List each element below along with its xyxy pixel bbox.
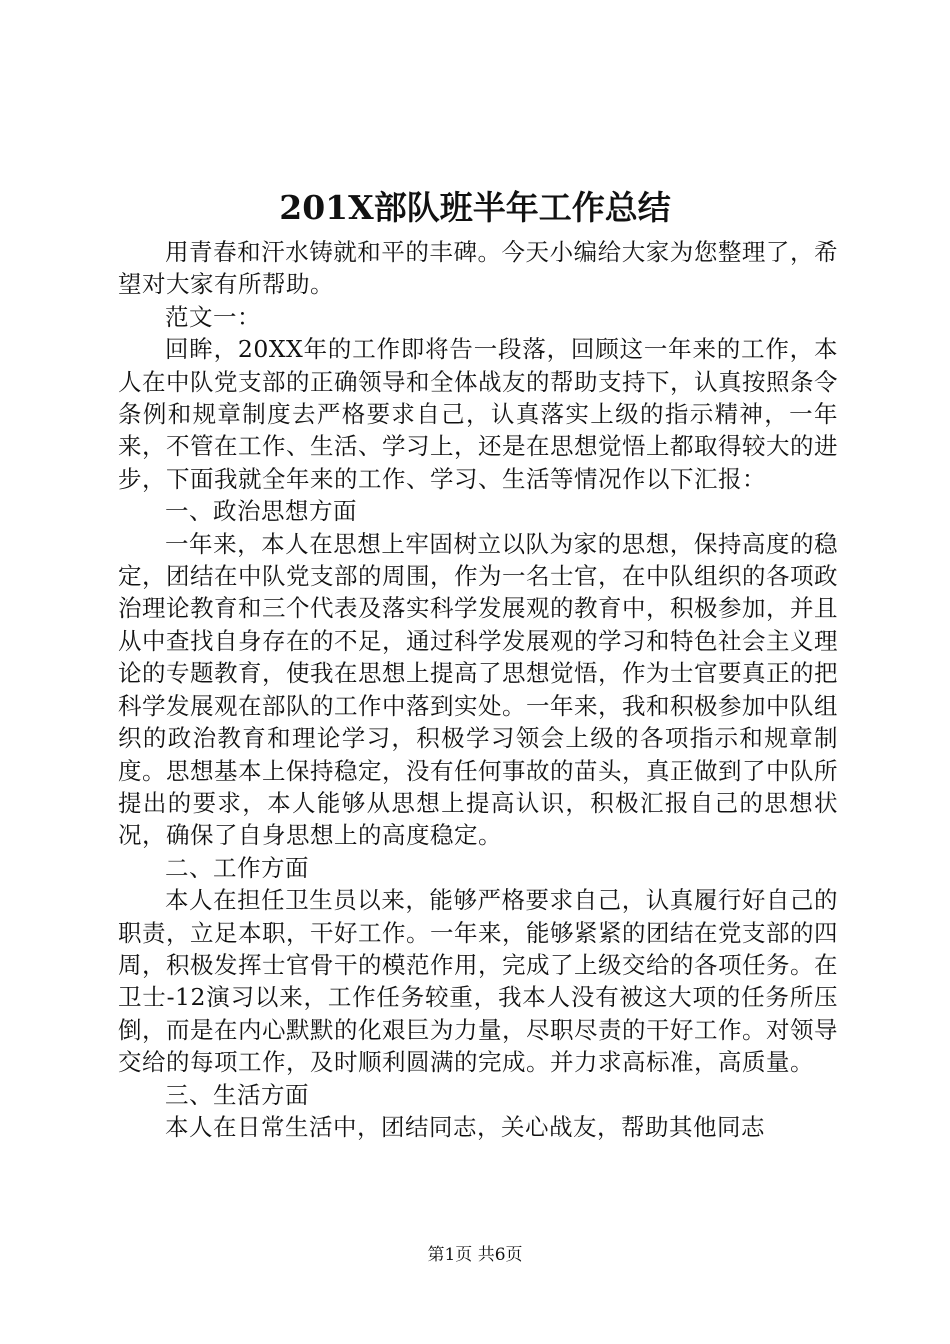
document-body bbox=[118, 236, 838, 1143]
paragraph-politics: 一年来，本人在思想上牢固树立以队为家的思想，保持高度的稳定，团结在中队党支部的周围，作为一名士官，在中队组织的各项政治理论教育和三个代表及落实科学发展观的教育中，积极参加，并且从中查找自身存在的不足，通过科学发展观的学习和特色社会主义理论的专题教育，使我在思想上提高了思想觉悟，作为士官要真正的把科学发展观在部队的工作中落到实处。一年来，我和积极参加中队组织的政治教育和理论学习，积极学习领会上级的各项指示和规章制度。思想基本上保持稳定，没有任何事故的苗头，真正做到了中队所提出的要求，本人能够从思想上提高认识，积极汇报自己的思想状况，确保了自身思想上的高度稳定。 bbox=[118, 529, 838, 850]
section-heading-politics: 一、政治思想方面 bbox=[165, 497, 357, 526]
section-heading-work: 二、工作方面 bbox=[165, 853, 309, 882]
document-title: 201X部队班半年工作总结 bbox=[279, 188, 671, 227]
section-heading-life: 三、生活方面 bbox=[165, 1080, 309, 1109]
paragraph-work: 本人在担任卫生员以来，能够严格要求自己，认真履行好自己的职责，立足本职，干好工作。一年来，能够紧紧的团结在党支部的四周，积极发挥士官骨干的模范作用，完成了上级交给的各项任务。在卫士-12演习以来，工作任务较重，我本人没有被这大项的任务所压倒，而是在内心默默的化艰巨为力量，尽职尽责的干好工作。对领导交给的每项工作，及时顺利圆满的完成。并力求高标准，高质量。 bbox=[118, 886, 838, 1077]
page-footer: 第1页 共6页 bbox=[427, 1245, 523, 1265]
intro-paragraph: 用青春和汗水铸就和平的丰碑。今天小编给大家为您整理了，希望对大家有所帮助。 bbox=[118, 238, 838, 299]
paragraph-overview: 回眸，20XX年的工作即将告一段落，回顾这一年来的工作，本人在中队党支部的正确领导和全体战友的帮助支持下，认真按照条令条例和规章制度去严格要求自己，认真落实上级的指示精神，一年来，不管在工作、生活、学习上，还是在思想觉悟上都取得较大的进步，下面我就全年来的工作、学习、生活等情况作以下汇报： bbox=[118, 335, 838, 493]
paragraph-life: 本人在日常生活中，团结同志，关心战友，帮助其他同志 bbox=[165, 1112, 765, 1141]
sample-label: 范文一： bbox=[165, 302, 261, 331]
